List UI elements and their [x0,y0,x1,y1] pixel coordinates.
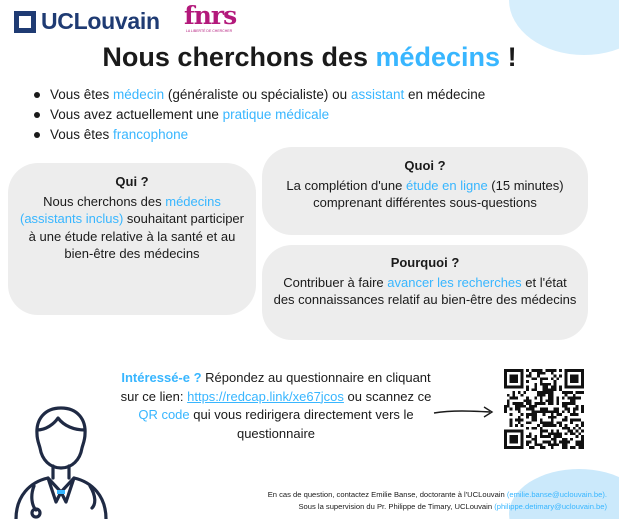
criteria-item [32,125,485,145]
doctor-icon [6,400,116,519]
footer-contact [268,489,607,513]
fnrs-logo-text: fnrs [184,1,237,30]
qui-heading: Qui ? [115,174,149,189]
cta-text: qui vous redirigera directement vers le questionnaire [189,407,414,441]
title-part1: Nous cherchons des [102,42,376,72]
fnrs-logo-subtitle: LA LIBERTÉ DE CHERCHER [185,29,233,33]
criteria-text: Vous êtes [50,87,114,102]
qr-code[interactable] [504,369,584,449]
survey-link[interactable]: https://redcap.link/xe67jcos [187,388,344,404]
pourquoi-text: et l'état des connaissances relatif au bien-être des médecins [273,274,577,307]
pourquoi-bubble [262,245,588,340]
criteria-text: Vous avez actuellement une [50,107,223,122]
criteria-highlight: médecin [113,87,165,102]
criteria-text: en médecine [404,87,486,102]
qui-highlight: médecins (assistants inclus) [20,193,221,226]
cta-text: Répondez au questionnaire en cliquant sur ce lien: [120,370,431,404]
criteria-highlight: assistant [350,87,405,102]
uclouvain-logo [14,8,160,35]
criteria-item [32,105,485,125]
title-highlight: médecins [375,42,501,72]
uclouvain-logo-text: UCLouvain [41,8,160,34]
criteria-highlight: francophone [113,127,189,142]
criteria-list [32,85,485,145]
footer-text: Sous la supervision du Pr. Philippe de Timary, UCLouvain [298,502,495,511]
footer-line-contact [268,489,607,501]
quoi-highlight: étude en ligne [406,177,488,193]
quoi-text: (15 minutes) comprenant différentes sous-questions [313,177,564,210]
arrow-right-icon [432,404,496,420]
quoi-text: La complétion d'une [286,177,406,193]
qui-text: Nous cherchons des [43,193,166,209]
criteria-text: Vous êtes [50,127,114,142]
contact-email-link[interactable]: (emilie.banse@uclouvain.be). [506,490,607,499]
criteria-text: (généraliste ou spécialiste) ou [164,87,351,102]
fnrs-logo [184,1,237,36]
cta-strong: Intéressé-e ? [121,370,202,385]
qui-text: souhaitant participer à une étude relative à la santé et au bien-être des médecins [28,211,244,261]
supervisor-email-link[interactable]: (philippe.detimary@uclouvain.be) [494,502,607,511]
pourquoi-highlight: avancer les recherches [387,274,522,290]
qui-bubble [8,163,256,315]
page-title [0,42,619,73]
criteria-item [32,85,485,105]
footer-text: En cas de question, contactez Emilie Banse, doctorante à l'UCLouvain [267,490,507,499]
pourquoi-text: Contribuer à faire [283,274,388,290]
cta-text: ou scannez ce [343,388,432,404]
title-part2: ! [500,42,517,72]
quoi-bubble [262,147,588,235]
footer-line-supervisor [268,501,607,513]
pourquoi-heading: Pourquoi ? [390,255,460,270]
quoi-heading: Quoi ? [404,158,446,173]
uclouvain-logo-icon [14,11,36,33]
cta-qr-highlight: QR code [138,407,190,422]
criteria-highlight: pratique médicale [222,107,330,122]
call-to-action [116,369,436,443]
